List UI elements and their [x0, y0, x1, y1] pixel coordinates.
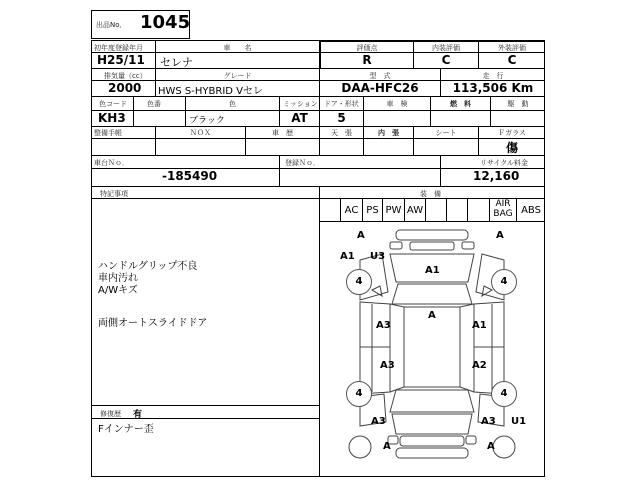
recycle-value: 12,160	[473, 169, 520, 183]
seat-label: シート	[435, 129, 457, 137]
ceiling-label: 天 張	[331, 129, 352, 137]
transmission-label: ミッション	[283, 100, 318, 108]
remark-line-5: 両側オートスライドドア	[98, 318, 208, 329]
damage-left-front-door: A3	[376, 320, 391, 331]
lot-number: 1045	[140, 12, 191, 33]
repair-history-value: 有	[133, 410, 143, 420]
damage-a1-left: A1	[340, 251, 355, 262]
fglass-value: 傷	[505, 141, 518, 155]
first-reg-label: 初年度登録年月	[94, 44, 143, 52]
damage-bottom-left: A	[383, 441, 391, 452]
equip-aw: AW	[406, 205, 424, 216]
damage-front-left: A	[357, 230, 365, 241]
tire-rear-right: 4	[491, 381, 517, 407]
equip-abs: ABS	[521, 205, 541, 216]
equip-ac: AC	[344, 205, 359, 216]
damage-u3: U3	[370, 251, 386, 262]
tire-rear-left: 4	[346, 381, 372, 407]
displacement-label: 排気量（cc）	[104, 72, 147, 80]
lot-label: 出品No．	[96, 21, 127, 29]
model-label: 型 式	[369, 72, 391, 80]
color-label: 色	[229, 100, 236, 108]
grade-value: HWS S-HYBRID Vセレ	[158, 86, 263, 97]
damage-rear-right: A3	[481, 416, 496, 427]
color-code-value: KH3	[98, 111, 126, 125]
damage-left-rear-door: A3	[380, 360, 395, 371]
mileage-label: 走 行	[482, 72, 504, 80]
car-name-value: セレナ	[160, 56, 193, 69]
interior-score-value: C	[441, 53, 451, 67]
damage-roof: A	[428, 310, 436, 321]
remark-line-3: A/Wキズ	[98, 285, 138, 296]
model-value: DAA-HFC26	[341, 81, 419, 95]
recycle-label: リサイクル料金	[480, 159, 529, 167]
equip-ps: PS	[366, 205, 379, 216]
equip-pw: PW	[385, 205, 402, 216]
color-value: ブラック	[189, 116, 225, 126]
tire-front-left: 4	[346, 269, 372, 295]
mileage-value: 113,506 Km	[452, 81, 534, 95]
score-value: R	[362, 53, 372, 67]
equipment-label: 装 備	[420, 190, 441, 198]
chassis-no-label: 車台Ｎｏ．	[94, 159, 129, 167]
remark-line-2: 車内汚れ	[98, 273, 138, 284]
chassis-no-value: -185490	[162, 169, 218, 183]
grade-label: グレード	[223, 72, 252, 80]
drive-label: 駆 動	[507, 100, 529, 108]
exterior-score-label: 外装評価	[498, 44, 526, 52]
first-reg-value: H25/11	[97, 53, 145, 67]
transmission-value: AT	[291, 111, 308, 125]
repair-note: Fインナー歪	[98, 424, 154, 435]
interior-cloth-label: 内 張	[378, 129, 399, 137]
interior-score-label: 内装評価	[432, 44, 460, 52]
damage-rear-left: A3	[371, 416, 386, 427]
color-no-label: 色番	[147, 100, 161, 108]
equip-airbag: AIR BAG	[493, 199, 513, 219]
repair-history-label: 修復歴	[100, 410, 121, 418]
damage-right-rear-door: A2	[472, 360, 487, 371]
car-name-label: 車 名	[223, 44, 252, 52]
displacement-value: 2000	[108, 81, 142, 95]
exterior-score-value: C	[507, 53, 517, 67]
doors-value: 5	[337, 111, 346, 125]
score-label: 評価点	[356, 44, 378, 52]
damage-hood: A1	[425, 265, 440, 276]
tire-front-right: 4	[491, 269, 517, 295]
doors-shape-label: ドア・形状	[324, 100, 359, 108]
remarks-label: 特記事項	[100, 190, 128, 198]
history-label: 車 歴	[272, 129, 293, 137]
manual-label: 整備手帳	[94, 129, 122, 137]
color-code-label: 色コード	[99, 100, 127, 108]
fglass-label: Ｆガラス	[498, 129, 526, 137]
remark-line-1: ハンドルグリップ不良	[98, 261, 198, 272]
nox-label: ＮＯＸ	[190, 129, 211, 137]
fuel-label: 燃 料	[450, 100, 471, 108]
inspection-label: 車 検	[386, 100, 408, 108]
damage-u1: U1	[511, 416, 527, 427]
damage-right-front-door: A1	[472, 320, 487, 331]
damage-bottom-right: A	[487, 441, 495, 452]
reg-no-label: 登録Ｎｏ．	[285, 159, 320, 167]
damage-front-right: A	[496, 230, 504, 241]
